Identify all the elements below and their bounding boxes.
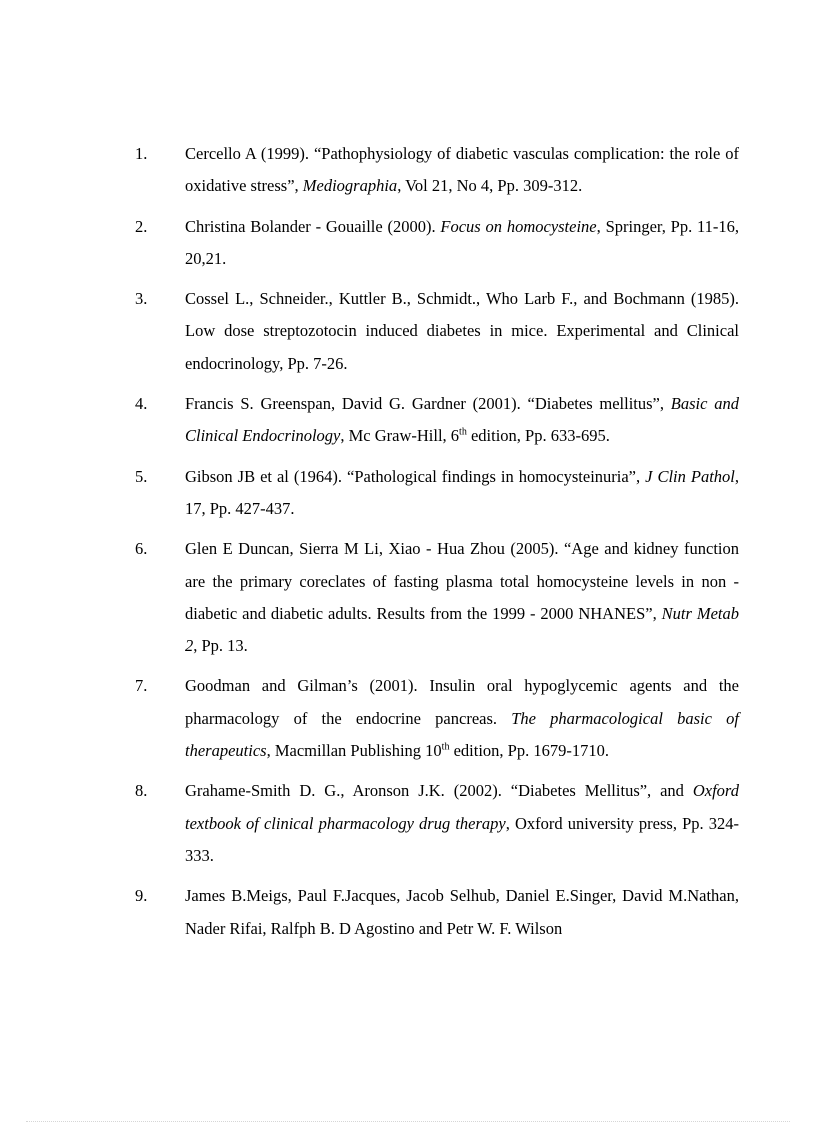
reference-number: 2.: [135, 216, 148, 236]
reference-text-segment: , Macmillan Publishing 10: [266, 741, 442, 761]
reference-text-segment: Cercello A (1999). “Pathophysiology of diabetic vasculas complication: the role of oxidative stress”,: [185, 144, 739, 196]
reference-item: [135, 211, 739, 276]
reference-title-italic: Mediographia: [302, 176, 398, 196]
reference-text-segment: James B.Meigs, Paul F.Jacques, Jacob Selhub, Daniel E.Singer, David M.Nathan, Nader Rifai, Ralfph B. D Agostino and Petr W. F. Wilson: [185, 886, 739, 938]
reference-text-segment: Goodman and Gilman’s (2001). Insulin oral hypoglycemic agents and the pharmacology of the endocrine pancreas.: [185, 676, 739, 728]
reference-text: [185, 775, 739, 872]
reference-text-segment: edition, Pp. 1679-1710.: [449, 741, 609, 761]
reference-text-segment: , Pp. 13.: [193, 636, 248, 656]
reference-text: [185, 283, 739, 380]
reference-number: 8.: [135, 781, 148, 801]
reference-text: [185, 880, 739, 945]
reference-item: [135, 775, 739, 872]
reference-text-segment: , Springer, Pp. 11-16, 20,21.: [185, 216, 740, 268]
reference-item: [135, 461, 739, 526]
reference-text: [185, 533, 739, 662]
reference-text-segment: , Vol 21, No 4, Pp. 309-312.: [397, 176, 583, 196]
reference-item: [135, 388, 739, 453]
reference-item: [135, 880, 739, 945]
reference-title-italic: Basic and Clinical Endocrinology: [185, 394, 739, 446]
reference-title-italic: Nutr Metab 2: [185, 603, 739, 656]
reference-item: [135, 533, 739, 662]
reference-title-italic: J Clin Pathol: [645, 466, 735, 486]
reference-item: [135, 670, 739, 767]
reference-text-segment: Glen E Duncan, Sierra M Li, Xiao - Hua Zhou (2005). “Age and kidney function are the primary coreclates of fasting plasma total homocysteine levels in non - diabetic and diabetic adults. Results from the 1999 - 2000 NHANES”,: [185, 539, 739, 623]
reference-text-segment: , 17, Pp. 427-437.: [185, 466, 739, 518]
reference-text-segment: , Oxford university press, Pp. 324-333.: [185, 813, 739, 865]
reference-number: 4.: [135, 394, 148, 414]
reference-text-segment: Cossel L., Schneider., Kuttler B., Schmidt., Who Larb F., and Bochmann (1985). Low dose streptozotocin induced diabetes in mice. Experimental and Clinical endocrinology, Pp. 7-26.: [185, 289, 739, 373]
reference-number: 5.: [135, 466, 148, 486]
reference-title-italic: Focus on homocysteine: [440, 216, 597, 236]
reference-text-segment: Francis S. Greenspan, David G. Gardner (2001). “Diabetes mellitus”,: [185, 394, 671, 414]
reference-item: [135, 138, 739, 203]
reference-title-italic: Oxford textbook of clinical pharmacology drug therapy: [185, 781, 739, 833]
reference-text-segment: Christina Bolander - Gouaille (2000).: [185, 216, 441, 236]
reference-text: [185, 211, 739, 276]
reference-text: [185, 670, 739, 767]
reference-number: 3.: [135, 289, 148, 309]
reference-list: [135, 138, 739, 953]
reference-text: [185, 461, 739, 526]
reference-text-segment: Grahame-Smith D. G., Aronson J.K. (2002). “Diabetes Mellitus”, and: [185, 781, 693, 801]
superscript-ordinal: th: [441, 741, 450, 753]
reference-item: [135, 283, 739, 380]
reference-text-segment: edition, Pp. 633-695.: [466, 426, 610, 446]
reference-text: [185, 388, 739, 453]
reference-text-segment: Gibson JB et al (1964). “Pathological findings in homocysteinuria”,: [185, 466, 646, 486]
reference-number: 9.: [135, 886, 148, 906]
reference-number: 1.: [135, 144, 148, 163]
reference-number: 6.: [135, 539, 148, 559]
superscript-ordinal: th: [459, 426, 467, 438]
reference-number: 7.: [135, 676, 148, 696]
reference-text: [185, 138, 739, 203]
page-bottom-divider: [26, 1121, 790, 1122]
reference-text-segment: , Mc Graw-Hill, 6: [340, 426, 460, 446]
reference-title-italic: The pharmacological basic of therapeutics: [185, 708, 739, 761]
